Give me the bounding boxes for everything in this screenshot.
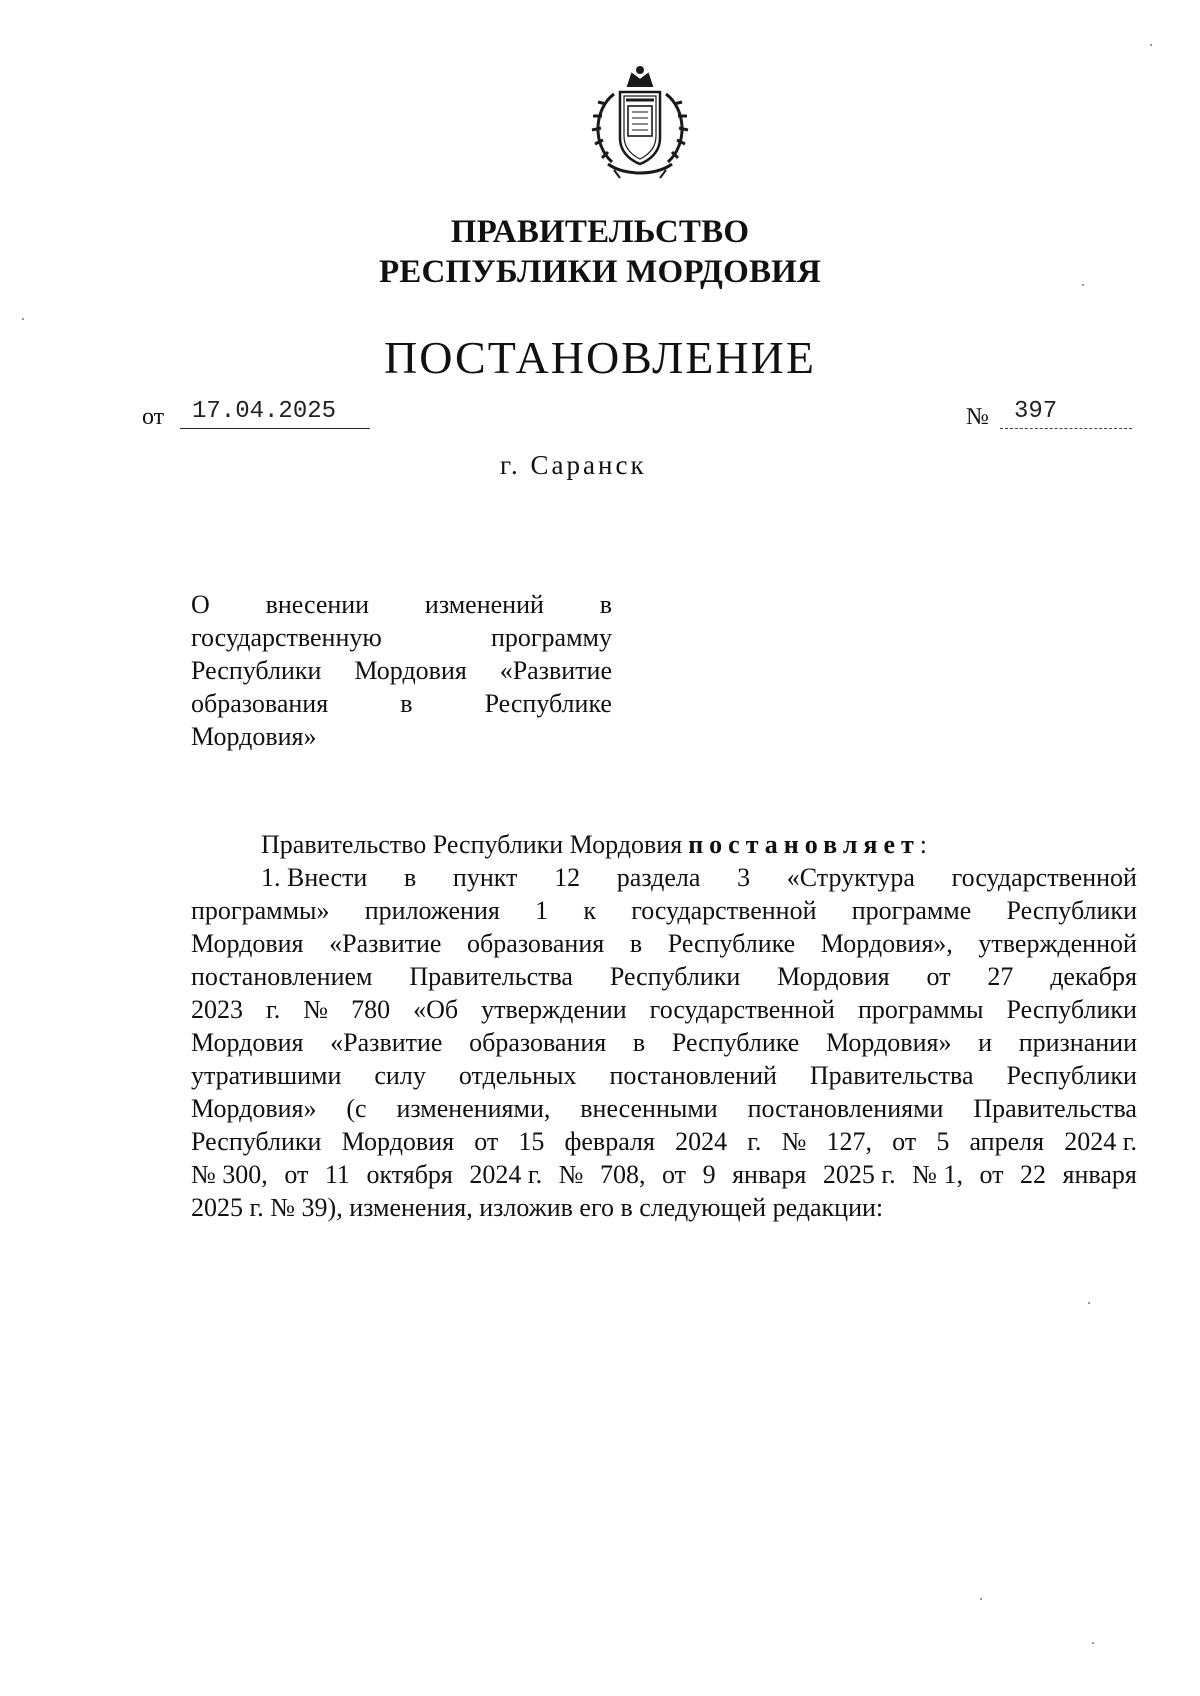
body-word: образования <box>469 1028 607 1057</box>
body-word: от <box>474 1127 499 1156</box>
body-text-line <box>191 960 1137 993</box>
body-word: «Развитие <box>330 1028 443 1057</box>
body-word: апреля <box>969 1127 1045 1156</box>
subject-word: государственную <box>191 623 382 652</box>
body-word: постановлениями <box>747 1094 944 1123</box>
body-word: февраля <box>564 1127 655 1156</box>
decree-word: постановляет <box>688 830 920 859</box>
subject-word: в <box>599 590 612 619</box>
subject-word: в <box>400 689 413 718</box>
scan-speck <box>1150 44 1152 46</box>
paragraph-1-last-line <box>191 1191 1137 1224</box>
body-word: государственной <box>951 863 1137 892</box>
document-subject <box>191 588 612 753</box>
document-body <box>191 828 1137 1224</box>
body-word: января <box>732 1160 807 1189</box>
scan-speck <box>22 318 24 320</box>
body-word: Правительства <box>409 962 573 991</box>
document-type-title: ПОСТАНОВЛЕНИЕ <box>384 332 816 383</box>
body-word: 3 <box>737 863 751 892</box>
subject-word: образования <box>191 689 329 718</box>
date-prefix: от <box>142 404 165 430</box>
subject-line <box>191 720 612 753</box>
body-word: от <box>979 1160 1004 1189</box>
body-word: Республике <box>671 1028 800 1057</box>
date-number-row <box>142 398 1142 438</box>
body-word: «Развитие <box>329 929 442 958</box>
body-text-line <box>191 1158 1137 1191</box>
body-word: 15 <box>518 1127 545 1156</box>
body-word: 5 <box>936 1127 950 1156</box>
body-word: 2024 <box>675 1127 728 1156</box>
body-text-line <box>191 1059 1137 1092</box>
subject-word: Мордовия» <box>191 722 317 751</box>
body-text-line <box>191 993 1137 1026</box>
body-word: государственной <box>631 896 817 925</box>
body-word: Республики <box>1006 896 1137 925</box>
body-word: 1. Внести <box>261 863 368 892</box>
body-word: октября <box>366 1160 453 1189</box>
body-word: приложения <box>364 896 500 925</box>
body-word: Правительства <box>973 1094 1137 1123</box>
body-word: отдельных <box>458 1061 577 1090</box>
body-word: 2024 г. <box>469 1160 543 1189</box>
body-word: государственной <box>649 995 835 1024</box>
body-word: от <box>662 1160 687 1189</box>
body-word: и <box>978 1028 993 1057</box>
body-word: в <box>403 863 417 892</box>
body-word: в <box>632 1028 646 1057</box>
coat-of-arms-icon <box>584 64 696 182</box>
document-number: 397 <box>1000 398 1132 429</box>
scan-speck <box>1082 284 1084 286</box>
subject-word: «Развитие <box>499 656 612 685</box>
scan-speck <box>1088 1302 1090 1304</box>
body-word: 1 <box>535 896 549 925</box>
subject-line <box>191 588 612 621</box>
body-word: 2024 г. <box>1064 1127 1137 1156</box>
subject-line <box>191 687 612 720</box>
scan-speck <box>1092 1642 1094 1644</box>
body-word: Республики <box>609 962 741 991</box>
body-word: постановлением <box>191 962 373 991</box>
body-word: № <box>781 1127 807 1156</box>
body-word: Мордовия <box>191 929 304 958</box>
body-word: Мордовия <box>341 1127 455 1156</box>
body-word: 780 <box>351 995 391 1024</box>
body-text-line <box>191 927 1137 960</box>
intro-colon: : <box>919 830 928 859</box>
body-word: «Об <box>413 995 459 1024</box>
body-word: 127, <box>826 1127 873 1156</box>
body-word: «Структура <box>786 863 915 892</box>
subject-line <box>191 654 612 687</box>
body-word: № 300, <box>191 1160 268 1189</box>
body-word: г. <box>747 1127 762 1156</box>
body-word: 27 <box>987 962 1014 991</box>
body-word: Мордовия» <box>825 1028 952 1057</box>
body-word: от <box>926 962 951 991</box>
body-word: Правительства <box>809 1061 974 1090</box>
body-word: утратившими <box>191 1061 342 1090</box>
body-text-line <box>191 861 1137 894</box>
body-word: Мордовия <box>191 1028 304 1057</box>
body-word: № <box>558 1160 584 1189</box>
body-word: в <box>629 929 643 958</box>
body-word: внесенными <box>580 1094 718 1123</box>
body-word: утвержденной <box>978 929 1137 958</box>
body-word: 2025 г. <box>822 1160 896 1189</box>
body-word: декабря <box>1050 962 1137 991</box>
body-word: от <box>892 1127 917 1156</box>
scan-speck <box>980 1598 982 1600</box>
body-word: силу <box>374 1061 426 1090</box>
body-word: (с <box>346 1094 367 1123</box>
body-word: Республики <box>1006 1061 1137 1090</box>
body-word: от <box>284 1160 309 1189</box>
org-line-1: ПРАВИТЕЛЬСТВО <box>450 214 750 250</box>
body-word: изменениями, <box>396 1094 551 1123</box>
body-word: 12 <box>554 863 581 892</box>
body-word: программы» <box>191 896 330 925</box>
body-word: № <box>303 995 329 1024</box>
subject-line <box>191 621 612 654</box>
subject-word: Мордовия <box>354 656 467 685</box>
body-text-line: 2025 г. № 39), изменения, изложив его в следующей редакции: <box>191 1193 884 1222</box>
body-word: программе <box>851 896 972 925</box>
body-word: 708, <box>600 1160 646 1189</box>
body-word: Республики <box>191 1127 322 1156</box>
body-word: пункт <box>452 863 518 892</box>
body-word: признании <box>1018 1028 1137 1057</box>
subject-word: Республики <box>191 656 322 685</box>
subject-word: Республике <box>484 689 612 718</box>
body-word: Мордовия» <box>191 1094 317 1123</box>
body-word: Мордовия», <box>820 929 953 958</box>
body-word: г. <box>266 995 281 1024</box>
body-word: программы <box>858 995 984 1024</box>
body-word: образования <box>467 929 605 958</box>
org-line-2: РЕСПУБЛИКИ МОРДОВИЯ <box>378 254 822 290</box>
body-text-line <box>191 1125 1137 1158</box>
decree-intro <box>191 828 1137 861</box>
paragraph-1 <box>191 861 1137 1191</box>
subject-word: программу <box>490 623 612 652</box>
body-text-line <box>191 1026 1137 1059</box>
organization-name <box>300 212 900 292</box>
city-name: г. Саранск <box>500 450 647 480</box>
body-word: 9 <box>702 1160 716 1189</box>
body-text-line <box>191 1092 1137 1125</box>
body-word: раздела <box>616 863 701 892</box>
body-word: к <box>583 896 596 925</box>
body-word: января <box>1062 1160 1137 1189</box>
body-word: 11 <box>324 1160 350 1189</box>
body-word: № 1, <box>912 1160 963 1189</box>
body-text-line <box>191 894 1137 927</box>
body-word: Республике <box>667 929 796 958</box>
body-word: Мордовия <box>777 962 890 991</box>
body-word: 2023 <box>191 995 243 1024</box>
subject-word: изменений <box>424 590 544 619</box>
subject-word: внесении <box>265 590 370 619</box>
body-word: постановлений <box>609 1061 777 1090</box>
number-prefix: № <box>966 404 989 430</box>
intro-text: Правительство Республики Мордовия <box>261 830 683 859</box>
subject-word: О <box>191 590 210 619</box>
document-date: 17.04.2025 <box>180 398 370 429</box>
body-word: 22 <box>1020 1160 1047 1189</box>
body-word: Республики <box>1006 995 1137 1024</box>
body-word: утверждении <box>481 995 627 1024</box>
